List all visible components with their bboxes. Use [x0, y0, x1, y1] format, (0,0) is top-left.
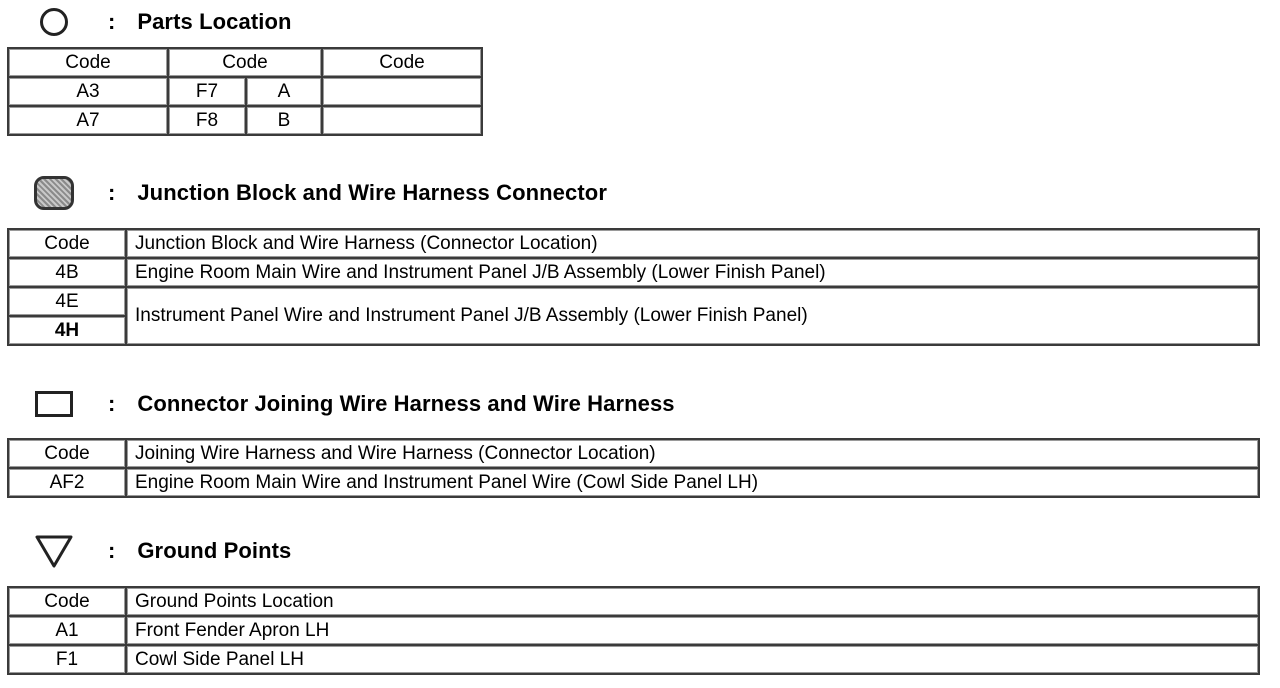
parts-location-table: [7, 47, 483, 136]
code-cell: F1: [8, 645, 126, 674]
table-row: [8, 616, 1259, 645]
table-row: [8, 106, 482, 135]
table-row: [8, 77, 482, 106]
code-cell: A7: [8, 106, 168, 135]
code-cell: AF2: [8, 468, 126, 497]
section-title: Ground Points: [137, 538, 292, 563]
table-row: [8, 258, 1259, 287]
junction-block-heading: [34, 175, 607, 211]
table-row: [8, 287, 1259, 316]
table-header-row: [8, 48, 482, 77]
code-cell: B: [246, 106, 322, 135]
code-cell: A1: [8, 616, 126, 645]
ground-points-table: [7, 586, 1260, 675]
table-header-row: [8, 587, 1259, 616]
table-row: [8, 468, 1259, 497]
code-cell: F8: [168, 106, 246, 135]
table-header-row: [8, 229, 1259, 258]
header-cell: Junction Block and Wire Harness (Connector Location): [126, 229, 1259, 258]
description-cell: Engine Room Main Wire and Instrument Panel J/B Assembly (Lower Finish Panel): [126, 258, 1259, 287]
code-cell: A3: [8, 77, 168, 106]
connector-joining-heading: [34, 386, 675, 422]
heading-colon: :: [108, 538, 116, 563]
table-header-row: [8, 439, 1259, 468]
connector-joining-table: [7, 438, 1260, 498]
description-cell: Cowl Side Panel LH: [126, 645, 1259, 674]
code-cell: 4E: [8, 287, 126, 316]
table-row: [8, 645, 1259, 674]
heading-colon: :: [108, 391, 116, 416]
section-title: Parts Location: [137, 9, 292, 34]
header-cell: Code: [8, 229, 126, 258]
rectangle-icon: [34, 386, 74, 422]
ground-points-heading: [34, 533, 291, 569]
description-cell: Engine Room Main Wire and Instrument Panel Wire (Cowl Side Panel LH): [126, 468, 1259, 497]
code-cell: A: [246, 77, 322, 106]
section-title: Connector Joining Wire Harness and Wire Harness: [137, 391, 675, 416]
code-cell: [322, 77, 482, 106]
code-cell: 4H: [8, 316, 126, 345]
junction-block-table: [7, 228, 1260, 346]
header-cell: Code: [8, 587, 126, 616]
heading-colon: :: [108, 180, 116, 205]
code-cell: 4B: [8, 258, 126, 287]
code-cell: [322, 106, 482, 135]
rounded-rect-icon: [34, 175, 74, 211]
header-cell: Ground Points Location: [126, 587, 1259, 616]
section-title: Junction Block and Wire Harness Connector: [137, 180, 607, 205]
circle-icon: [34, 4, 74, 40]
header-cell: Code: [168, 48, 322, 77]
code-cell: F7: [168, 77, 246, 106]
header-cell: Joining Wire Harness and Wire Harness (Connector Location): [126, 439, 1259, 468]
header-cell: Code: [8, 48, 168, 77]
description-cell: Front Fender Apron LH: [126, 616, 1259, 645]
parts-location-heading: [34, 4, 292, 40]
triangle-down-icon: [34, 533, 74, 569]
header-cell: Code: [322, 48, 482, 77]
heading-colon: :: [108, 9, 116, 34]
header-cell: Code: [8, 439, 126, 468]
description-cell: Instrument Panel Wire and Instrument Panel J/B Assembly (Lower Finish Panel): [126, 287, 1259, 345]
